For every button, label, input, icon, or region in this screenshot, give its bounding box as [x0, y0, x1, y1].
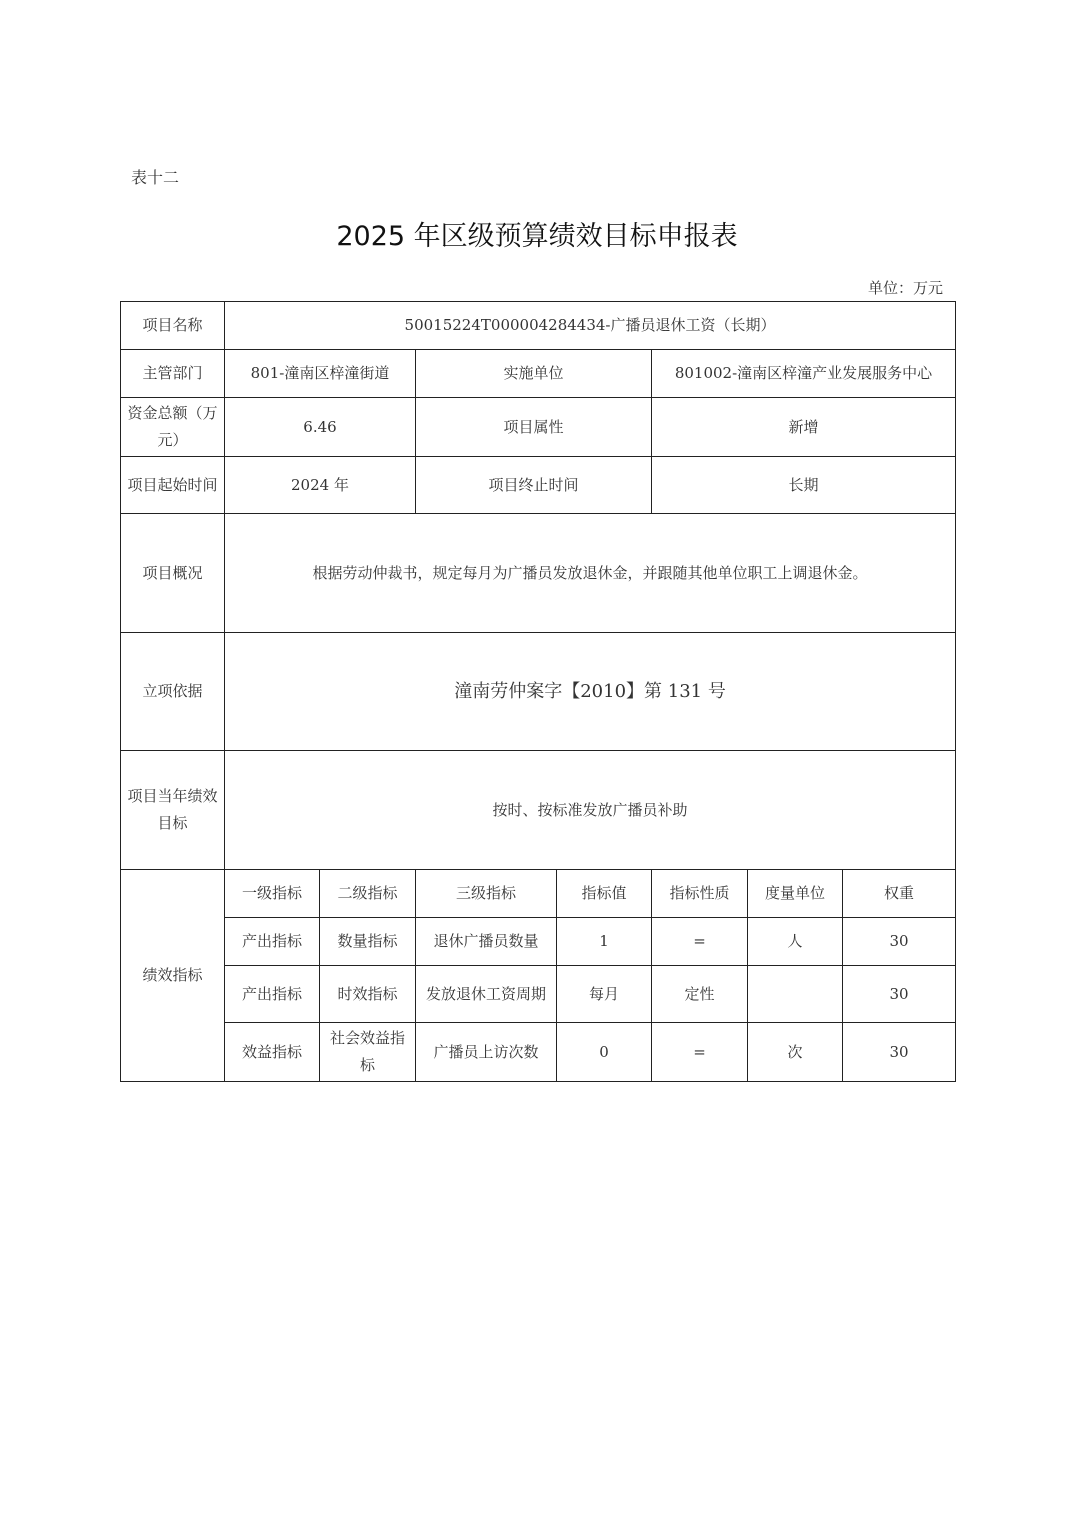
row-fund [121, 398, 956, 457]
start-label: 项目起始时间 [121, 457, 225, 514]
cell-unit [748, 966, 843, 1023]
cell-level3: 广播员上访次数 [416, 1023, 557, 1082]
row-overview [121, 514, 956, 633]
impl-value: 801002-潼南区梓潼产业发展服务中心 [652, 350, 956, 398]
cell-level1: 效益指标 [225, 1023, 320, 1082]
unit-label: 单位：万元 [867, 279, 943, 297]
table-row [121, 918, 956, 966]
header-value: 指标值 [557, 870, 652, 918]
performance-label: 绩效指标 [121, 870, 225, 1082]
cell-nature: = [652, 918, 748, 966]
impl-label: 实施单位 [416, 350, 652, 398]
header-level3: 三级指标 [416, 870, 557, 918]
attr-label: 项目属性 [416, 398, 652, 457]
end-label: 项目终止时间 [416, 457, 652, 514]
cell-level3: 退休广播员数量 [416, 918, 557, 966]
goal-label: 项目当年绩效目标 [121, 751, 225, 870]
cell-nature: = [652, 1023, 748, 1082]
header-nature: 指标性质 [652, 870, 748, 918]
attr-value: 新增 [652, 398, 956, 457]
overview-value: 根据劳动仲裁书，规定每月为广播员发放退休金，并跟随其他单位职工上调退休金。 [225, 514, 956, 633]
row-department [121, 350, 956, 398]
cell-weight: 30 [843, 1023, 956, 1082]
row-basis [121, 633, 956, 751]
page-title: 2025 年区级预算绩效目标申报表 [336, 221, 738, 252]
cell-nature: 定性 [652, 966, 748, 1023]
cell-level2: 社会效益指标 [320, 1023, 416, 1082]
row-project-name [121, 302, 956, 350]
cell-unit: 次 [748, 1023, 843, 1082]
cell-value: 每月 [557, 966, 652, 1023]
cell-level3: 发放退休工资周期 [416, 966, 557, 1023]
dept-value: 801-潼南区梓潼街道 [225, 350, 416, 398]
basis-label: 立项依据 [121, 633, 225, 751]
goal-value: 按时、按标准发放广播员补助 [225, 751, 956, 870]
row-goal [121, 751, 956, 870]
cell-weight: 30 [843, 966, 956, 1023]
header-unit: 度量单位 [748, 870, 843, 918]
fund-label: 资金总额（万元） [121, 398, 225, 457]
fund-value: 6.46 [225, 398, 416, 457]
header-level2: 二级指标 [320, 870, 416, 918]
table-row [121, 966, 956, 1023]
cell-value: 0 [557, 1023, 652, 1082]
dept-label: 主管部门 [121, 350, 225, 398]
overview-label: 项目概况 [121, 514, 225, 633]
cell-value: 1 [557, 918, 652, 966]
indicator-header-row [121, 870, 956, 918]
budget-report-table [120, 301, 956, 1082]
cell-level2: 时效指标 [320, 966, 416, 1023]
table-number: 表十二 [131, 168, 180, 187]
row-time [121, 457, 956, 514]
end-value: 长期 [652, 457, 956, 514]
cell-unit: 人 [748, 918, 843, 966]
table-row [121, 1023, 956, 1082]
cell-level2: 数量指标 [320, 918, 416, 966]
project-name-label: 项目名称 [121, 302, 225, 350]
cell-weight: 30 [843, 918, 956, 966]
cell-level1: 产出指标 [225, 918, 320, 966]
project-name-value: 50015224T000004284434-广播员退休工资（长期） [225, 302, 956, 350]
header-weight: 权重 [843, 870, 956, 918]
header-level1: 一级指标 [225, 870, 320, 918]
basis-value: 潼南劳仲案字【2010】第 131 号 [225, 633, 956, 751]
cell-level1: 产出指标 [225, 966, 320, 1023]
start-value: 2024 年 [225, 457, 416, 514]
